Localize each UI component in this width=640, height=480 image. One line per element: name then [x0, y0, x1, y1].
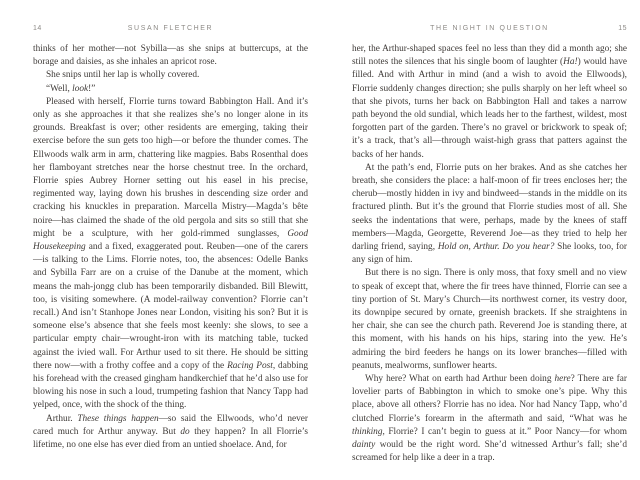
paragraph: her, the Arthur-shaped spaces feel no less than they did a month ago; she still notes the silences that his single boom of laughter (Ha!) would have filled. And with Arthur in mind (and a wish to avoid the Ellwoods), Florrie suddenly changes direction; she pulls sharply on her left wheel so that she pivots, turns her back on Babbington Hall and takes a narrow path beyond the old sundial, which leads her to the farthest, wildest, most forgotten part of the garden. There’s no gravel or brickwork to speak of; it’s a track, that’s all—through waist-high grass that patters against the backs of her hands. [352, 44, 627, 160]
paragraph: But there is no sign. There is only moss, that foxy smell and no view to speak of except that, where the fir trees have thinned, Florrie can see a tiny portion of St. Mary’s Church—its northwest corner, its vestry door, its downpipe secured by ornate, greenish brackets. If she straightens in her chair, she can see the church path. Reverend Joe is standing there, at this moment, with his hands on his hips, staring into the yew. He’s admiring the bird feeders he hangs on its lower branches—filled with peanuts, mealworms, sunflower hearts. [352, 268, 627, 371]
running-head-left [33, 24, 308, 34]
paragraph: Arthur. These things happen—so said the Ellwoods, who’d never cared much for Arthur anyway. But do they happen? In all Florrie’s lifetime, no one else has ever died from an untied shoelace. And, for [33, 413, 309, 451]
running-head-right [352, 24, 627, 34]
paragraph: She snips until her lap is wholly covered. [46, 70, 200, 81]
page-number-right: 15 [618, 25, 627, 32]
page-number-left: 14 [33, 25, 42, 32]
paragraph: At the path’s end, Florrie puts on her brakes. And as she catches her breath, she considers the place: a half-moon of fir trees encloses her; the cherub—mostly hidden in ivy and bindweed—stands in the middle on its fractured plinth. But it’s the ground that Florrie studies most of all. She seeks the indentations that were, perhaps, made by the knees of staff members—Magda, Georgette, Reverend Joe—as they tried to help her darling friend, saying, Hold on, Arthur. Do you hear? She looks, too, for any sign of him. [352, 162, 628, 266]
paragraph: Why here? What on earth had Arthur been doing here? There are far lovelier parts of Babbington in which to smoke one’s pipe. Why this place, above all others? Florrie has no idea. Nor had Nancy Tapp, who’d clutched Florrie’s forearm in the aftermath and said, “What was he thinking, Florrie? I can’t begin to guess at it.” Poor Nancy—for whom dainty would be the right word. She’d witnessed Arthur’s fall; she’d screamed for help like a deer in a trap. [352, 374, 627, 464]
page-body-left [33, 43, 308, 452]
running-header-author: SUSAN FLETCHER [127, 25, 214, 32]
paragraph: Pleased with herself, Florrie turns toward Babbington Hall. And it’s only as she approaches it that she realizes she’s no longer alone in its grounds. Breakfast is over; other residents are emerging, taking their exercise before the sun gets too high—or before the thunder comes. The Ellwoods walk arm in arm, chattering like magpies. Babs Rosenthal does her flamboyant stretches near the horse chestnut tree. In the orchard, Florrie spies Aubrey Horner setting out his easel in his precise, regimented way, laying down his brushes in descending size order and cracking his knuckles in preparation. Marcella Mistry—Magda’s bête noire—has claimed the shade of the old pergola and sits so still that she might be a sculpture, with her gold-rimmed sunglasses, Good Housekeeping and a fixed, exaggerated pout. Reuben—one of the carers—is talking to the Lims. Florrie notes, too, the absences: Odelle Banks and Sybilla Farr are on a cruise of the Danube at the moment, which means the mah-jongg club has been temporarily disbanded. Bill Blewitt, too, is visiting somewhere. (A model-railway convention? Florrie can’t recall.) And isn’t Stanhope Jones near London, visiting his son? But it is someone else’s absence that she feels most keenly: she slows, to see a particular empty chair—wrought-iron with its matching table, tucked against the ivied wall. For Arthur used to sit there. He should be sitting there now—with a frothy coffee and a copy of the Racing Post, dabbing his forehead with the creased gingham handkerchief that he’d also use for blowing his nose in such a loud, trumpeting fashion that Nancy Tapp had yelped, once, with the shock of the thing. [33, 96, 309, 411]
running-header-title: THE NIGHT IN QUESTION [430, 25, 549, 32]
page-body-right [352, 43, 627, 466]
page-right [320, 0, 640, 480]
paragraph: thinks of her mother—not Sybilla—as she snips at buttercups, at the borage and daisies, as she inhales an apricot rose. [33, 44, 308, 68]
paragraph: “Well, look!” [46, 83, 96, 94]
